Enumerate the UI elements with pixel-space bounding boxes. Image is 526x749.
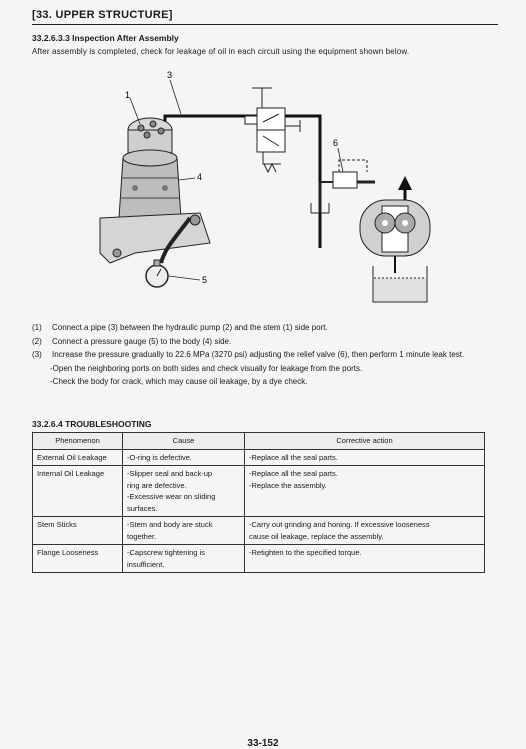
- table-header-row: [33, 433, 485, 450]
- action-cell: [245, 517, 485, 545]
- phenomenon-cell: External Oil Leakage: [33, 449, 123, 466]
- section-title: 33.2.6.3.3 Inspection After Assembly: [32, 33, 179, 43]
- action-cell: [245, 466, 485, 517]
- cause-line: ring are defective.: [127, 480, 187, 490]
- phenomenon-cell: Flange Looseness: [33, 545, 123, 573]
- step-number: (2): [32, 336, 42, 346]
- callout-4: 4: [197, 172, 203, 182]
- section-intro: After assembly is completed, check for leakage of oil in each circuit using the equipment shown below.: [32, 47, 410, 56]
- column-header-cause: Cause: [123, 433, 245, 450]
- cause-line: -O-ring is defective.: [127, 452, 193, 462]
- callout-1: 1: [125, 90, 131, 100]
- action-line: -Retighten to the specified torque.: [249, 548, 362, 557]
- pressure-gauge: [146, 260, 168, 287]
- substep-1: -Open the neighboring ports on both sides and check visually for leakage from the ports.: [50, 363, 363, 373]
- cause-line: insufficient.: [127, 559, 165, 569]
- step-number: (3): [32, 350, 42, 360]
- cause-line: -Slipper seal and back-up: [127, 469, 213, 478]
- troubleshooting-table: [32, 432, 485, 573]
- step-1: [32, 321, 502, 335]
- action-cell: [245, 545, 485, 573]
- callout-6: 6: [333, 138, 339, 148]
- table-row: [33, 466, 485, 517]
- action-cell: [245, 449, 485, 466]
- callout-5: 5: [202, 275, 208, 285]
- step-text: Connect a pipe (3) between the hydraulic pump (2) and the stem (1) side port.: [52, 323, 328, 332]
- phenomenon-cell: Stem Sticks: [33, 517, 123, 545]
- step-text: Increase the pressure gradually to 22.6 MPa (3270 psi) adjusting the relief valve (6), then perform 1 minute leak test.: [52, 350, 465, 360]
- cause-cell: [123, 466, 245, 517]
- procedure-steps: [32, 321, 502, 389]
- substep-2: -Check the body for crack, which may cause oil leakage, by a dye check.: [50, 377, 308, 387]
- action-line: -Replace the assembly.: [249, 480, 327, 490]
- action-line: cause oil leakage, replace the assembly.: [249, 531, 384, 541]
- table-row: [33, 449, 485, 466]
- swivel-joint: [100, 118, 210, 263]
- table-row: [33, 517, 485, 545]
- directional-valve: [245, 88, 300, 172]
- step-2: [32, 335, 502, 349]
- hydraulic-circuit-illustration: [95, 68, 435, 314]
- column-header-action: Corrective action: [245, 433, 485, 450]
- cause-line: -Capscrew tightening is: [127, 548, 205, 557]
- callout-3: 3: [167, 70, 173, 80]
- cause-line: -Stem and body are stuck: [127, 520, 213, 529]
- action-line: -Carry out grinding and honing. If excessive looseness: [249, 520, 430, 529]
- phenomenon-cell: Internal Oil Leakage: [33, 466, 123, 517]
- step-number: (1): [32, 323, 42, 332]
- step-3: [32, 348, 502, 362]
- page-number: 33-152: [247, 738, 279, 749]
- column-header-phenomenon: Phenomenon: [33, 433, 123, 450]
- cause-line: -Excessive wear on sliding: [127, 492, 216, 501]
- cause-cell: [123, 545, 245, 573]
- cause-line: surfaces.: [127, 503, 158, 513]
- troubleshooting-title: 33.2.6.4 TROUBLESHOOTING: [32, 419, 152, 429]
- cause-cell: [123, 449, 245, 466]
- cause-cell: [123, 517, 245, 545]
- table-row: [33, 545, 485, 573]
- hydraulic-pump: [360, 176, 430, 273]
- chapter-header: [32, 4, 498, 25]
- cause-line: together.: [127, 531, 157, 541]
- test-setup-diagram: [95, 68, 435, 314]
- chapter-title: [33. UPPER STRUCTURE]: [32, 9, 173, 21]
- oil-tank: [373, 266, 427, 302]
- action-line: -Replace all the seal parts.: [249, 469, 338, 478]
- action-line: -Replace all the seal parts.: [249, 452, 338, 462]
- step-text: Connect a pressure gauge (5) to the body (4) side.: [52, 336, 232, 346]
